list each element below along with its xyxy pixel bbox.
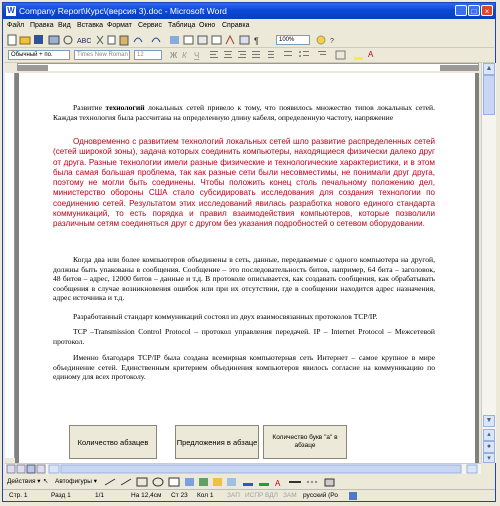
zoom-combo[interactable]: 100% xyxy=(276,35,310,45)
select-browse-object-button[interactable]: ● xyxy=(483,441,495,453)
open-folder-icon xyxy=(20,37,30,44)
undo-icon xyxy=(134,38,142,42)
scroll-down-button[interactable]: ▼ xyxy=(483,415,495,427)
horizontal-ruler[interactable] xyxy=(17,63,479,71)
menu-help[interactable]: Справка xyxy=(222,22,250,29)
normal-view-icon xyxy=(7,465,15,473)
print-preview-icon xyxy=(64,36,72,44)
print-icon xyxy=(49,36,59,44)
minimize-button[interactable]: _ xyxy=(455,5,467,16)
paragraph-3: Когда два или более компьютеров объединены в сеть, данные, передаваемые с одного компьютера на другой, должны быть упакованы в сообщения. Сообщение – это последовательность битов, например, 64 бита – заголовок, 48 битов – адрес, 12000 битов – данные и т.д. В протоколе описывается, как создавать сообщения, как обрабатывать сообщения в случае возникновения ошибок или при их отсутствии, где в сообщении находится адрес назначения, адрес источника и т.д. xyxy=(53,255,435,302)
sentences-in-paragraph-button[interactable] xyxy=(175,425,259,459)
menu-format[interactable]: Формат xyxy=(107,22,132,29)
underline-icon: Ч xyxy=(194,51,200,60)
highlight-icon xyxy=(354,57,363,60)
document-page[interactable] xyxy=(19,73,475,463)
count-letter-a-label: Количество букв "а" в абзаце xyxy=(272,434,338,449)
save-icon xyxy=(34,35,43,44)
paragraph-1: Развитие технологий локальных сетей привело к тому, что появилось множество типов локальных сетей. Каждая технология была рассчитана на определенную длину кабеля, определенную частоту, напряжение xyxy=(53,103,435,122)
outline-view-icon xyxy=(37,465,45,473)
font-combo[interactable]: Times New Roman xyxy=(74,50,130,60)
menu-view[interactable]: Вид xyxy=(58,22,71,29)
vertical-scrollbar[interactable] xyxy=(481,63,496,463)
vertical-ruler[interactable] xyxy=(5,73,15,458)
status-position: На 12,4см xyxy=(131,492,162,499)
draw-font-color-icon: A xyxy=(275,479,281,487)
help-icon xyxy=(317,36,325,44)
view-buttons[interactable] xyxy=(5,464,481,474)
align-center-icon xyxy=(224,51,232,58)
word-app-icon[interactable]: W xyxy=(7,6,15,15)
drawing-tools[interactable] xyxy=(103,477,343,487)
autoshapes-menu[interactable]: Автофигуры ▾ xyxy=(55,478,98,485)
table-icon xyxy=(184,36,193,44)
web-view-icon xyxy=(17,465,25,473)
spelling-status-icon[interactable] xyxy=(349,492,357,500)
arrow-tool-icon xyxy=(121,479,131,485)
rectangle-tool-icon xyxy=(137,478,147,486)
columns-icon xyxy=(212,36,221,44)
justify-icon xyxy=(252,51,260,58)
show-formatting-icon: ¶ xyxy=(254,36,259,46)
picture-icon xyxy=(227,478,236,486)
diagram-icon xyxy=(199,478,208,486)
formatting-toolbar xyxy=(4,48,494,63)
wordart-icon xyxy=(185,478,194,486)
next-page-button[interactable]: ▾ xyxy=(483,453,495,463)
status-language: русский (Ро xyxy=(303,492,338,499)
align-right-icon xyxy=(238,51,246,58)
standard-toolbar xyxy=(4,33,494,48)
textbox-tool-icon xyxy=(169,478,179,486)
drawing-toolbar xyxy=(3,475,495,488)
svg-text:?: ? xyxy=(330,38,334,45)
drawing-icon xyxy=(226,36,234,44)
menu-tools[interactable]: Сервис xyxy=(138,22,162,29)
font-color-icon: A xyxy=(368,50,374,59)
status-track-changes[interactable]: ИСПР xyxy=(245,492,264,499)
status-record[interactable]: ЗАП xyxy=(227,492,240,499)
horizontal-scroll-thumb xyxy=(61,465,461,473)
window-title: Company Report\Курс\(версия 3).doc - Microsoft Word xyxy=(19,6,227,16)
document-area[interactable] xyxy=(15,73,479,463)
ruler-ticks xyxy=(18,65,478,71)
align-left-icon xyxy=(210,51,218,58)
paragraph-2-red: Одновременно с развитием технологий локальных сетей шло развитие распределенных сетей (сетей широкой зоны), задача которых соединить компьютеры, находящиеся физически далеко друг от друга. Разные технологии имели разные физические и технологические характеристики, и в этом была самая большая проблема, так как разные сети были несовместимы, не понимали друг друга, поэтому не могли быть соединены. Чтобы положить конец столь печальному положению дел, министерство обороны США стало субсидировать исследования для создания технологии по соединению сетей. Результатом этих исследований явилась разработка нового единого стандарта коммуникаций, то есть порядка и правил взаимодействия компьютеров, которые позволили различным сетям соединяться друг с другом без указания подробностей о сетевом оборудовании. xyxy=(53,137,435,229)
close-button[interactable]: × xyxy=(481,5,493,16)
status-line: Ст 23 xyxy=(171,492,188,499)
clipart-icon xyxy=(213,478,222,486)
formatting-icons[interactable] xyxy=(168,49,488,61)
menu-edit[interactable]: Правка xyxy=(30,22,54,29)
menu-window[interactable]: Окно xyxy=(199,22,216,29)
status-overtype[interactable]: ЗАМ xyxy=(283,492,297,499)
scroll-up-button[interactable]: ▲ xyxy=(483,63,495,75)
previous-page-button[interactable]: ▴ xyxy=(483,429,495,441)
paragraph-6: Именно благодаря TCP/IP была создана всемирная компьютерная сеть Интернет – самое крупное в мире объединение сетей. Единственным критерием объединения компьютеров явилось согласие на коммуникацию по единому для всех протоколу. xyxy=(53,353,435,381)
paste-icon xyxy=(120,36,128,45)
fill-color-icon xyxy=(243,483,253,486)
new-document-icon xyxy=(8,35,16,45)
standard-toolbar-icons xyxy=(4,33,494,47)
status-section: Разд 1 xyxy=(51,492,71,499)
excel-icon xyxy=(198,36,207,44)
status-page: Стр. 1 xyxy=(9,492,28,499)
copy-icon xyxy=(108,36,115,44)
numbering-icon xyxy=(284,51,292,56)
shadow-icon xyxy=(325,479,334,486)
borders-icon xyxy=(336,51,345,59)
scroll-thumb[interactable] xyxy=(483,75,495,115)
status-bar xyxy=(3,489,495,502)
bold-icon: Ж xyxy=(170,51,178,60)
status-extend[interactable]: ВДЛ xyxy=(265,492,278,499)
italic-icon: К xyxy=(182,51,187,60)
print-layout-icon xyxy=(27,465,35,473)
status-pages: 1/1 xyxy=(95,492,105,499)
menu-bar xyxy=(3,20,495,32)
line-color-icon xyxy=(259,483,269,486)
scroll-right-button xyxy=(467,465,477,473)
spelling-icon: ABC xyxy=(77,38,92,45)
horizontal-scrollbar[interactable] xyxy=(5,463,481,474)
bullets-icon xyxy=(299,51,309,57)
title-bar[interactable] xyxy=(3,3,495,19)
status-column: Кол 1 xyxy=(197,492,214,499)
indent-icon xyxy=(318,51,326,55)
style-combo[interactable]: Обычный + по. xyxy=(8,50,70,60)
paragraph-5: TCP –Transmission Control Protocol – протокол управления передачей. IP – Internet Protocol – Межсетевой протокол. xyxy=(53,327,435,346)
line-spacing-icon xyxy=(268,51,274,58)
count-letter-a-button[interactable] xyxy=(263,425,347,459)
help-icons[interactable] xyxy=(316,35,356,45)
paragraph-4: Разработанный стандарт коммуникаций состоял из двух взаимосвязанных протоколов TCP/IP. xyxy=(73,312,378,321)
select-arrow-icon[interactable]: ↖ xyxy=(43,478,49,485)
count-paragraphs-label: Количество абзацев xyxy=(77,437,149,447)
hyperlink-icon xyxy=(170,36,179,44)
size-combo[interactable]: 12 xyxy=(134,50,162,60)
sentences-label: Предложения в абзаце xyxy=(176,437,258,447)
count-paragraphs-button[interactable] xyxy=(69,425,157,459)
oval-tool-icon xyxy=(153,478,163,486)
cut-icon xyxy=(97,36,103,44)
redo-icon xyxy=(152,38,160,42)
scroll-left-button xyxy=(49,465,59,473)
line-tool-icon xyxy=(105,479,115,485)
menu-file[interactable]: Файл xyxy=(7,22,25,29)
maximize-button[interactable]: □ xyxy=(468,5,480,16)
actions-menu[interactable]: Действия ▾ xyxy=(7,478,41,485)
menu-table[interactable]: Таблица xyxy=(168,22,196,29)
doc-map-icon xyxy=(240,36,249,44)
menu-insert[interactable]: Вставка xyxy=(77,22,104,29)
word-window xyxy=(2,2,496,502)
